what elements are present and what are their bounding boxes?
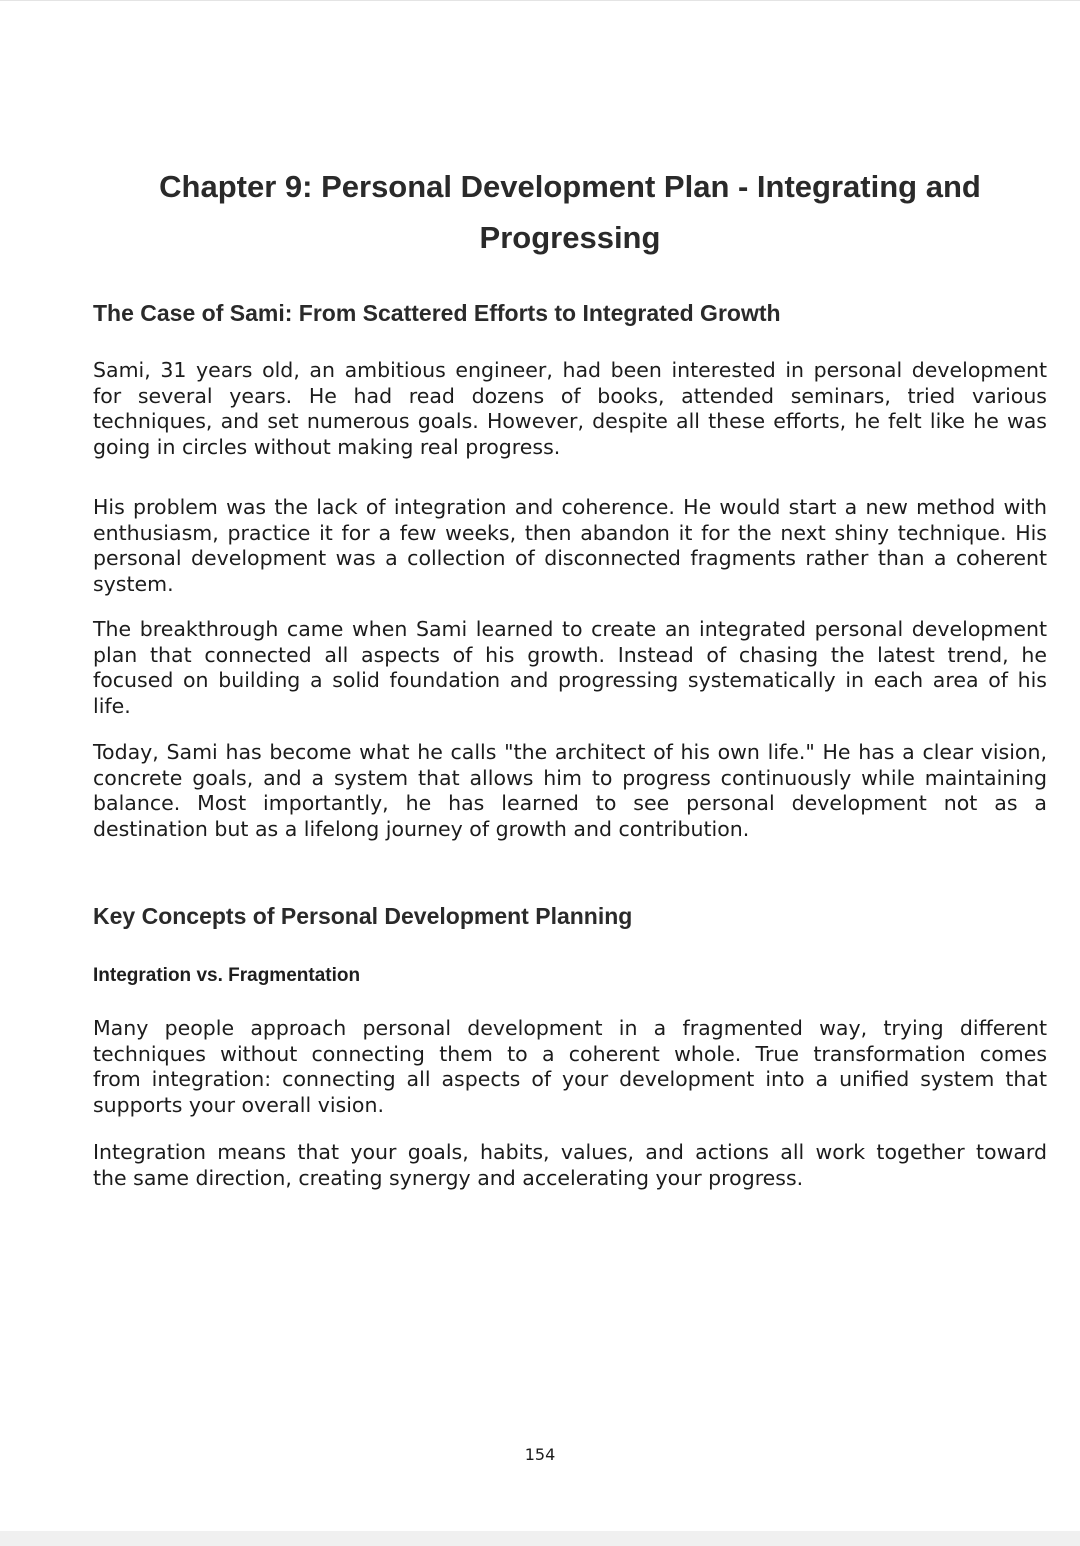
text-line: Integration means that your goals, habits, values, and actions all work together toward bbox=[93, 1140, 1047, 1164]
text-line: His problem was the lack of integration and coherence. He would start a new method with bbox=[93, 495, 1047, 519]
text-line: techniques without connecting them to a coherent whole. True transformation comes bbox=[93, 1041, 1047, 1066]
text-line: Today, Sami has become what he calls "the architect of his own life." He has a clear vision, bbox=[93, 740, 1047, 764]
text-line: from integration: connecting all aspects of your development into a unified system that bbox=[93, 1067, 1047, 1091]
text-line: enthusiasm, practice it for a few weeks, then abandon it for the next shiny technique. His bbox=[93, 520, 1047, 545]
text-line: Many people approach personal development in a fragmented way, trying different bbox=[93, 1016, 1047, 1040]
text-line: The breakthrough came when Sami learned to create an integrated personal development bbox=[93, 617, 1047, 641]
text-line: personal development was a collection of disconnected fragments rather than a coherent bbox=[93, 546, 1047, 570]
text-line: the same direction, creating synergy and accelerating your progress. bbox=[93, 1165, 804, 1190]
text-line: for several years. He had read dozens of books, attended seminars, tried various bbox=[93, 383, 1047, 408]
paragraph bbox=[93, 1016, 1047, 1118]
text-line: concrete goals, and a system that allows him to progress continuously while maintaining bbox=[93, 765, 1047, 790]
text-line: system. bbox=[93, 571, 174, 596]
page-number: 154 bbox=[524, 1445, 556, 1464]
text-line: going in circles without making real progress. bbox=[93, 434, 561, 459]
text-line: Sami, 31 years old, an ambitious engineer, had been interested in personal development bbox=[93, 358, 1047, 382]
section-heading-key-concepts: Key Concepts of Personal Development Planning bbox=[93, 903, 633, 929]
paragraph bbox=[93, 617, 1047, 719]
chapter-title-line-2: Progressing bbox=[479, 220, 661, 255]
section-heading-case-of-sami: The Case of Sami: From Scattered Efforts to Integrated Growth bbox=[93, 300, 781, 326]
text-line: focused on building a solid foundation and progressing systematically in each area of his bbox=[93, 668, 1047, 692]
text-line: plan that connected all aspects of his growth. Instead of chasing the latest trend, he bbox=[93, 642, 1047, 667]
chapter-title bbox=[93, 161, 1047, 263]
text-line: life. bbox=[93, 693, 131, 718]
text-line: balance. Most importantly, he has learned to see personal development not as a bbox=[93, 791, 1047, 815]
subsection-heading-integration: Integration vs. Fragmentation bbox=[93, 965, 361, 986]
text-line: techniques, and set numerous goals. However, despite all these efforts, he felt like he was bbox=[93, 409, 1047, 433]
paragraph bbox=[93, 1140, 1047, 1191]
text-line: destination but as a lifelong journey of growth and contribution. bbox=[93, 816, 750, 841]
paragraph bbox=[93, 358, 1047, 460]
chapter-title-line-1: Chapter 9: Personal Development Plan - Integrating and bbox=[159, 169, 981, 204]
paragraph bbox=[93, 740, 1047, 842]
paragraph bbox=[93, 495, 1047, 597]
text-line: supports your overall vision. bbox=[93, 1092, 384, 1117]
